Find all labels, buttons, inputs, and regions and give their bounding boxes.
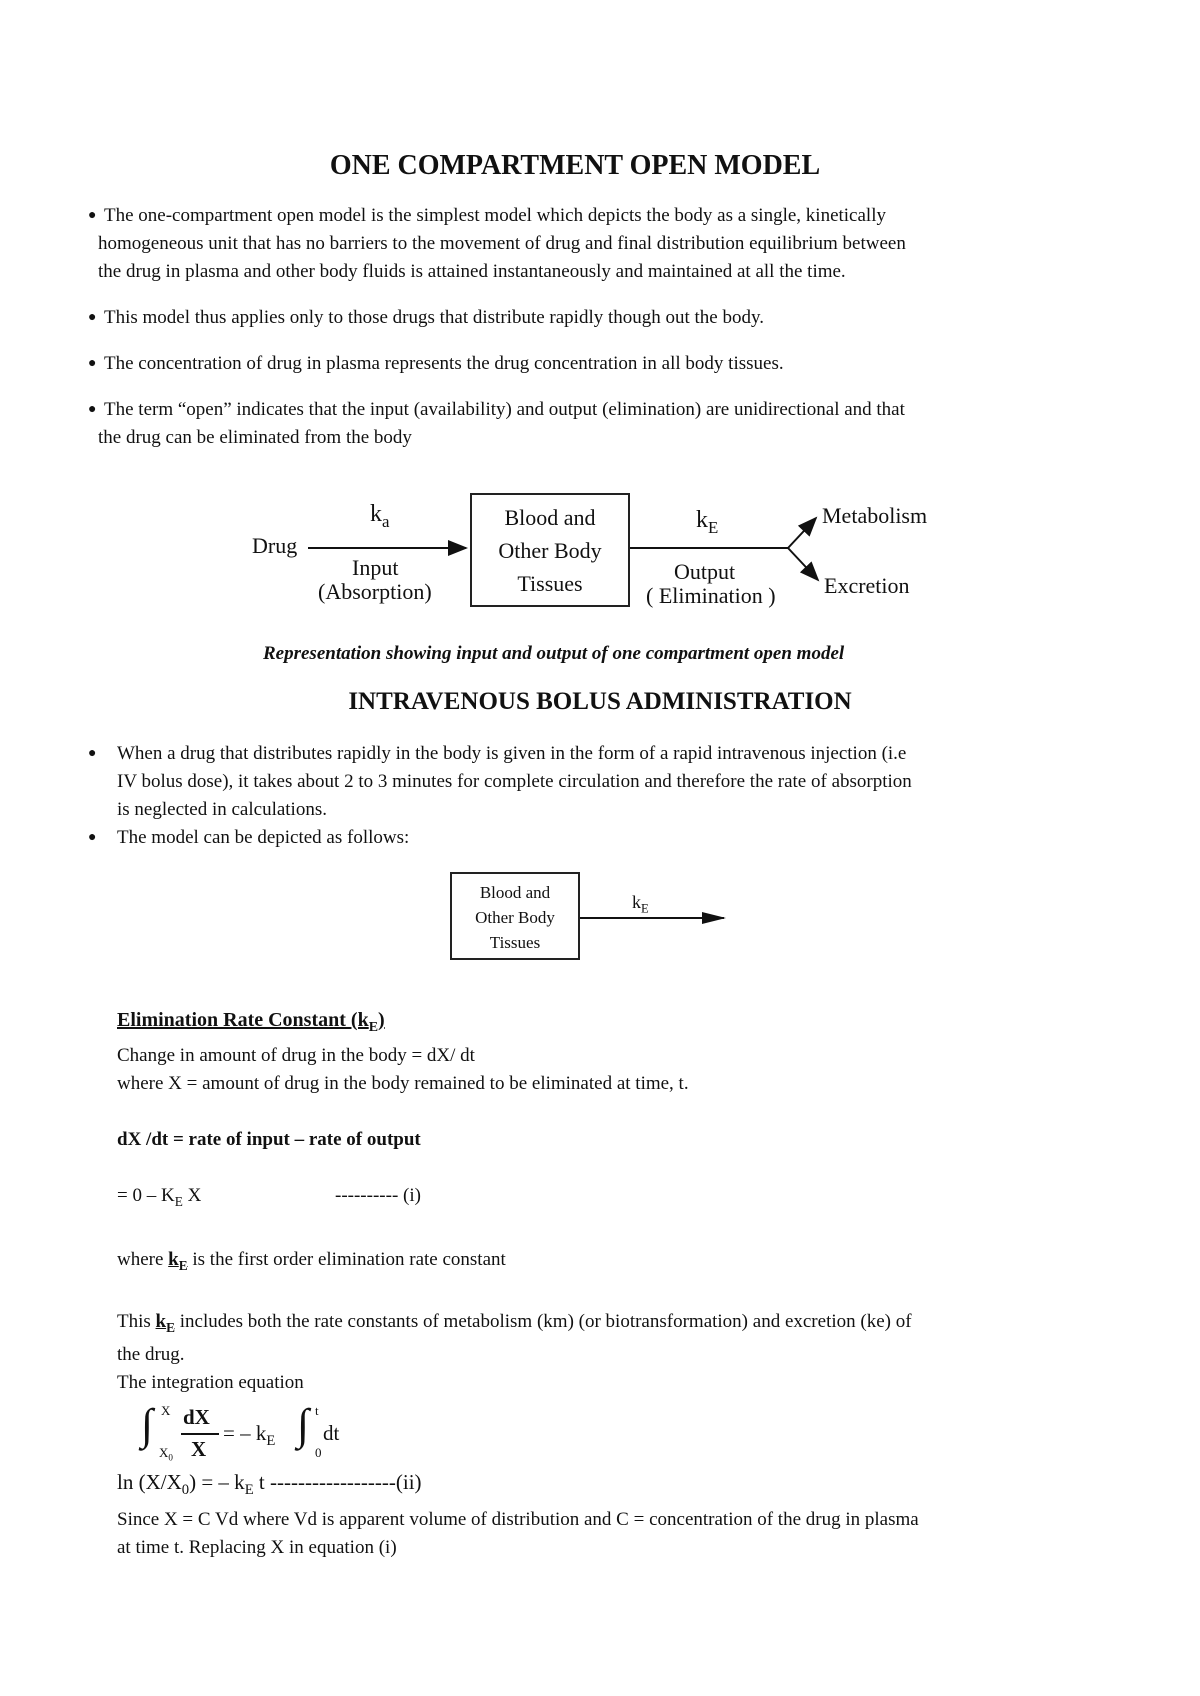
compartment-box xyxy=(470,493,630,607)
elimination-label: ( Elimination ) xyxy=(646,583,776,608)
bullet-icon: ● xyxy=(88,208,97,223)
text-line: Since X = C Vd where Vd is apparent volume of distribution and C = concentration of the drug in plasma xyxy=(117,1508,919,1530)
list-item xyxy=(88,396,906,452)
list-item xyxy=(88,824,912,852)
bullet-icon: ● xyxy=(88,830,97,845)
fraction-denominator: X xyxy=(191,1437,207,1462)
integral-dt: dt xyxy=(323,1421,340,1446)
equation-i: = $0 - K_E$ X ---------- (i) xyxy=(117,1182,919,1216)
section-heading: Elimination Rate Constant $(k_E)$ xyxy=(117,1009,385,1035)
metabolism-arrow xyxy=(788,518,816,548)
input-label: Input xyxy=(352,555,399,580)
box-line: Tissues xyxy=(489,933,541,952)
list-item xyxy=(88,304,906,332)
text-line: the drug. xyxy=(117,1344,185,1366)
text-line: This model thus applies only to those drugs that distribute rapidly though out the body. xyxy=(104,307,765,328)
excretion-label: Excretion xyxy=(824,573,910,598)
text-line: The integration equation xyxy=(117,1372,304,1394)
one-compartment-diagram xyxy=(0,485,1200,630)
absorption-label: (Absorption) xyxy=(318,579,432,604)
integral-sign: ∫ xyxy=(141,1400,154,1450)
box-line: Tissues xyxy=(517,571,583,596)
box-line: Other Body xyxy=(475,908,555,927)
page-title: ONE COMPARTMENT OPEN MODEL xyxy=(329,150,821,181)
box-line: Blood and xyxy=(479,883,551,902)
bullet-icon: ● xyxy=(88,746,97,761)
text-line: is neglected in calculations. xyxy=(117,799,327,820)
list-item xyxy=(88,202,906,286)
box-line: Blood and xyxy=(504,505,596,530)
text-line: where X = amount of drug in the body remained to be eliminated at time, t. xyxy=(117,1073,689,1094)
figure-caption: Representation showing input and output of one compartment open model xyxy=(263,643,845,664)
integral-upper: X xyxy=(161,1403,171,1419)
text-line: the drug in plasma and other body fluids is attained instantaneously and maintained at all the time. xyxy=(98,261,846,282)
text-line: Change in amount of drug in the body = dX/ dt xyxy=(117,1045,475,1066)
elimination-section xyxy=(117,1006,919,1562)
text-line: The model can be depicted as follows: xyxy=(117,827,410,848)
text-line: This $k_E$ includes both the rate constants of metabolism (km) (or biotransformation) and excretion (ke) of xyxy=(117,1310,912,1335)
iv-bullet-list xyxy=(88,740,912,852)
drug-label: Drug xyxy=(252,533,298,558)
section-title: INTRAVENOUS BOLUS ADMINISTRATION xyxy=(348,688,852,715)
iv-bolus-diagram xyxy=(0,868,1200,968)
text-line: The term “open” indicates that the input (availability) and output (elimination) are unidirectional and that xyxy=(104,399,905,420)
text-line: at time t. Replacing X in equation (i) xyxy=(117,1536,397,1558)
intro-bullet-list xyxy=(88,202,906,452)
rate-equation: dX /dt = rate of input – rate of output xyxy=(117,1129,421,1150)
bullet-icon: ● xyxy=(88,402,97,417)
text-line: homogeneous unit that has no barriers to the movement of drug and final distribution equilibrium between xyxy=(98,233,906,254)
ke-label: $k_E$ xyxy=(696,507,719,537)
equation-label: ---------- (i) xyxy=(335,1185,421,1206)
integral-middle: = – $k_E$ xyxy=(223,1421,276,1450)
output-label: Output xyxy=(674,559,736,584)
integral-lower: 0 xyxy=(315,1445,322,1461)
text-line: The concentration of drug in plasma represents the drug concentration in all body tissues. xyxy=(104,353,784,374)
metabolism-label: Metabolism xyxy=(822,503,928,528)
excretion-arrow xyxy=(788,548,818,580)
ke-label: $k_E$ xyxy=(632,892,649,916)
list-item xyxy=(88,740,912,824)
integral-sign: ∫ xyxy=(297,1400,310,1450)
integral-lower: $X_0$ xyxy=(159,1445,173,1463)
text-line: The one-compartment open model is the simplest model which depicts the body as a single, kinetically xyxy=(104,205,886,226)
bullet-icon: ● xyxy=(88,356,97,371)
fraction-bar xyxy=(181,1433,219,1435)
text-line: where $k_E$ is the first order elimination rate constant xyxy=(117,1248,506,1273)
box-line: Other Body xyxy=(498,538,602,563)
ln-equation: $\ln (X/X_0)$ = – $k_E$ t ------------------(ii) xyxy=(117,1470,422,1499)
text-line: IV bolus dose), it takes about 2 to 3 minutes for complete circulation and therefore the rate of absorption xyxy=(117,771,912,792)
integral-upper: t xyxy=(315,1403,319,1419)
elimination-arrow xyxy=(0,868,1200,968)
ka-label: $k_a$ xyxy=(370,501,390,531)
text-line: the drug can be eliminated from the body xyxy=(98,427,412,448)
integral-equation xyxy=(117,1400,919,1463)
text-line: When a drug that distributes rapidly in the body is given in the form of a rapid intravenous injection (i.e xyxy=(117,743,907,764)
fraction-numerator: dX xyxy=(183,1405,210,1430)
list-item xyxy=(88,350,906,378)
bullet-icon: ● xyxy=(88,310,97,325)
